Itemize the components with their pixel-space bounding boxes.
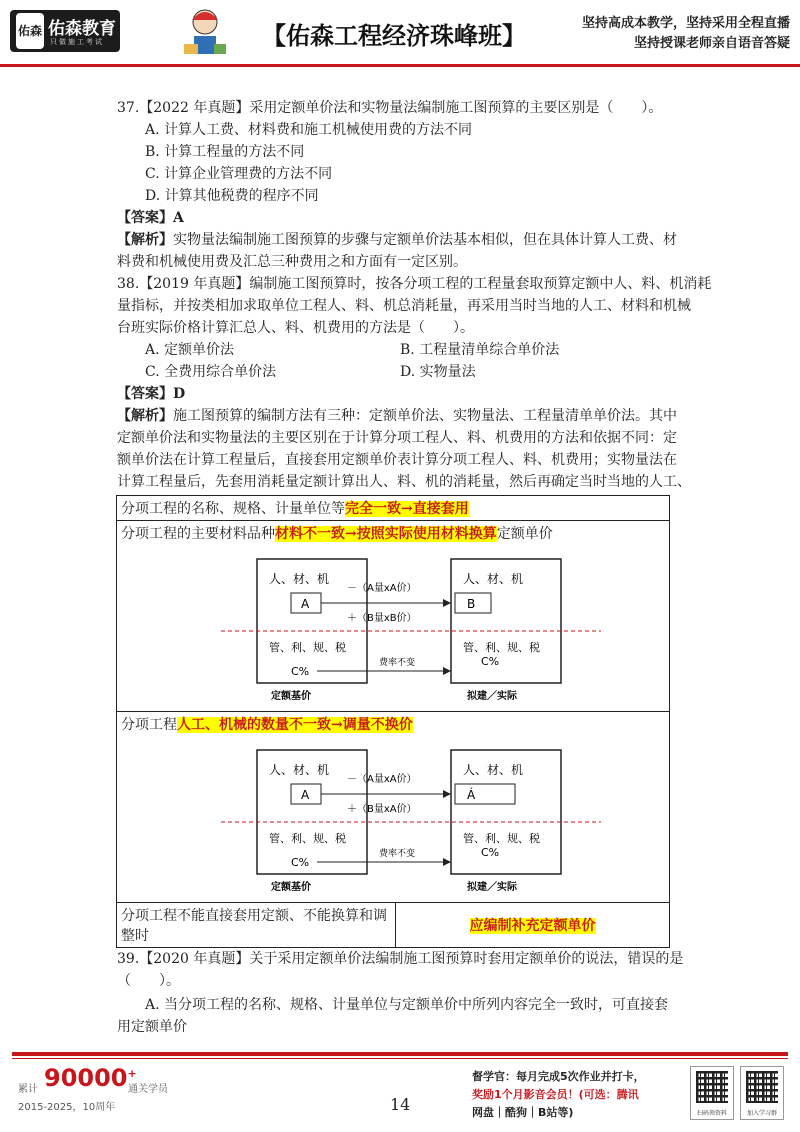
q39-option-a-2: 用定额单价 <box>117 1019 187 1035</box>
header-divider <box>0 64 800 67</box>
rate-note: 费率不变 <box>379 849 416 859</box>
q37-answer <box>117 207 184 229</box>
slogan-line-2: 坚持授课老师亲自语音答疑 <box>633 36 790 51</box>
qr-code-icon <box>696 1071 728 1103</box>
promo-line-2: 奖励1个月影音会员！(可选：腾讯 <box>472 1088 639 1101</box>
right-box-label: 人、材、机 <box>463 763 524 777</box>
promo-line-3: 网盘｜酷狗｜B站等) <box>472 1106 574 1119</box>
page-title: 【佑森工程经济珠峰班】 <box>262 22 526 50</box>
table-row <box>117 521 670 712</box>
q37-answer-label: 【答案】 <box>117 210 173 226</box>
q38-explain-text-1: 施工图预算的编制方法有三种：定额单价法、实物量法、工程量清单单价法。其中 <box>173 408 677 424</box>
q38-stem-2: 量指标，并按类相加求取单位工程人、料、机总消耗量，再采用当时当地的人工、材料和机械 <box>117 298 691 314</box>
plus-formula: ＋（B量xB价） <box>347 613 417 624</box>
q37-explain-text-2: 料费和机械使用费及汇总三种费用之和方面有一定区别。 <box>117 254 467 270</box>
right-box-label: 人、材、机 <box>463 572 524 586</box>
right-mgmt-label: 管、利、规、税 <box>463 641 540 654</box>
table-cell-row4-right <box>396 903 670 948</box>
left-caption: 定额基价 <box>271 691 311 702</box>
arrow-head-icon <box>443 667 451 675</box>
left-box-label: 人、材、机 <box>269 572 330 586</box>
qr-code-2[interactable] <box>740 1066 784 1120</box>
q39-stem-1: 39.【2020 年真题】关于采用定额单价法编制施工图预算时套用定额单价的说法，错误的是 <box>117 951 684 967</box>
page-number: 14 <box>390 1095 411 1114</box>
right-inner-label: B <box>467 597 476 611</box>
student-count-value: 90000 <box>44 1064 128 1092</box>
q38-option-c: C. 全费用综合单价法 <box>145 364 277 380</box>
q39-option-a-1: A. 当分项工程的名称、规格、计量单位与定额单价中所列内容完全一致时，可直接套 <box>145 997 669 1013</box>
q38-option-d: D. 实物量法 <box>400 364 476 380</box>
table-row <box>117 903 670 948</box>
right-caption: 拟建／实际 <box>467 882 517 893</box>
q38-explain-label: 【解析】 <box>117 408 173 424</box>
logo-text: 佑森教育 <box>48 19 116 39</box>
right-caption: 拟建／实际 <box>467 691 517 702</box>
plus-formula: ＋（B量xA价） <box>347 804 417 815</box>
q37-explain-label: 【解析】 <box>117 232 173 248</box>
q37-explain-text-1: 实物量法编制施工图预算的步骤与定额单价法基本相似，但在具体计算人工费、材 <box>173 232 677 248</box>
left-inner-label: A <box>301 597 310 611</box>
right-inner-label: Á <box>467 788 476 802</box>
logo-subtext: 只做施工考试 <box>50 38 104 46</box>
arrow-head-icon <box>443 599 451 607</box>
q38-explain-text-2: 定额单价法和实物量法的主要区别在于计算分项工程人、料、机费用的方法和依据不同：定 <box>117 430 677 446</box>
q38-answer-label: 【答案】 <box>117 386 173 402</box>
row1-prefix: 分项工程的名称、规格、计量单位等 <box>121 501 345 517</box>
left-rate-label: C% <box>291 856 310 869</box>
row1-highlight: 完全一致→直接套用 <box>345 501 469 517</box>
left-inner-label: A <box>301 788 310 802</box>
footer-left-suffix: 通关学员 <box>128 1084 168 1095</box>
q37-explain <box>117 229 677 251</box>
q37-answer-value: A <box>173 210 184 226</box>
row3-prefix: 分项工程 <box>121 717 177 733</box>
q37-option-b: B. 计算工程量的方法不同 <box>145 144 305 160</box>
comparison-table <box>116 495 670 948</box>
table-row <box>117 712 670 903</box>
q37-option-d: D. 计算其他税费的程序不同 <box>145 188 319 204</box>
q38-stem-1: 38.【2019 年真题】编制施工图预算时，按各分项工程的工程量套取预算定额中人、料、机消耗 <box>117 276 712 292</box>
q38-explain-text-4: 计算工程量后，先套用消耗量定额计算出人、料、机的消耗量，然后再确定当时当地的人工、 <box>117 474 691 490</box>
table-cell-row3 <box>117 712 670 903</box>
q37-option-a: A. 计算人工费、材料费和施工机械使用费的方法不同 <box>145 122 473 138</box>
left-caption: 定额基价 <box>271 882 311 893</box>
footer-years: 2015-2025，10周年 <box>18 1102 116 1113</box>
q38-answer <box>117 383 185 405</box>
qr-code-icon <box>746 1071 778 1103</box>
q39-stem-2: （ ）。 <box>117 973 180 989</box>
minus-formula: －（A量xA价） <box>347 583 417 594</box>
q37-stem: 37.【2022 年真题】采用定额单价法和实物量法编制施工图预算的主要区别是（ ）。 <box>117 100 663 116</box>
diagram-quantity-adjust <box>121 734 661 894</box>
footer-promo <box>472 1068 684 1122</box>
footer-divider <box>12 1052 788 1056</box>
row2-suffix: 定额单价 <box>496 526 553 542</box>
left-box-label: 人、材、机 <box>269 763 330 777</box>
q37-option-c: C. 计算企业管理费的方法不同 <box>145 166 333 182</box>
table-cell-row2 <box>117 521 670 712</box>
left-rate-label: C% <box>291 665 310 678</box>
right-rate-label: C% <box>481 655 500 668</box>
q38-option-a: A. 定额单价法 <box>145 342 235 358</box>
right-inner-box <box>455 784 515 804</box>
minus-formula: －（A量xA价） <box>347 774 417 785</box>
footer-left-prefix: 累计 <box>18 1084 38 1095</box>
diagram-material-conversion <box>121 543 661 703</box>
logo-mark-icon: 佑森 <box>16 13 44 49</box>
table-cell-row4-left: 分项工程不能直接套用定额、不能换算和调整时 <box>117 903 396 948</box>
student-count-plus: + <box>127 1067 137 1080</box>
footer-divider-thin <box>12 1058 788 1059</box>
row3-highlight: 人工、机械的数量不一致→调量不换价 <box>177 717 413 733</box>
rate-note: 费率不变 <box>379 658 416 668</box>
q38-option-b: B. 工程量清单综合单价法 <box>400 342 560 358</box>
right-mgmt-label: 管、利、规、税 <box>463 832 540 845</box>
arrow-head-icon <box>443 790 451 798</box>
row4-highlight: 应编制补充定额单价 <box>469 918 596 934</box>
q38-answer-value: D <box>173 386 186 402</box>
q38-stem-3: 台班实际价格计算汇总人、料、机费用的方法是（ ）。 <box>117 320 474 336</box>
row2-highlight: 材料不一致→按照实际使用材料换算 <box>275 526 497 542</box>
qr-caption-2: 加入学习群 <box>746 1110 777 1117</box>
left-mgmt-label: 管、利、规、税 <box>269 832 346 845</box>
arrow-head-icon <box>443 858 451 866</box>
left-mgmt-label: 管、利、规、税 <box>269 641 346 654</box>
row2-prefix: 分项工程的主要材料品种 <box>121 526 275 542</box>
footer-student-count <box>44 1064 137 1092</box>
qr-code-1[interactable] <box>690 1066 734 1120</box>
qr-caption-1: 扫码领资料 <box>696 1110 727 1117</box>
right-rate-label: C% <box>481 846 500 859</box>
q38-explain-text-3: 额单价法在计算工程量后，直接套用定额单价表计算分项工程人、料、机费用；实物量法在 <box>117 452 677 468</box>
table-row <box>117 496 670 521</box>
q38-explain <box>117 405 677 427</box>
table-cell-row1 <box>117 496 670 521</box>
slogan-line-1: 坚持高成本教学，坚持采用全程直播 <box>581 16 790 31</box>
mascot-icon <box>180 6 230 58</box>
promo-line-1: 督学官：每月完成5次作业并打卡， <box>472 1070 645 1083</box>
